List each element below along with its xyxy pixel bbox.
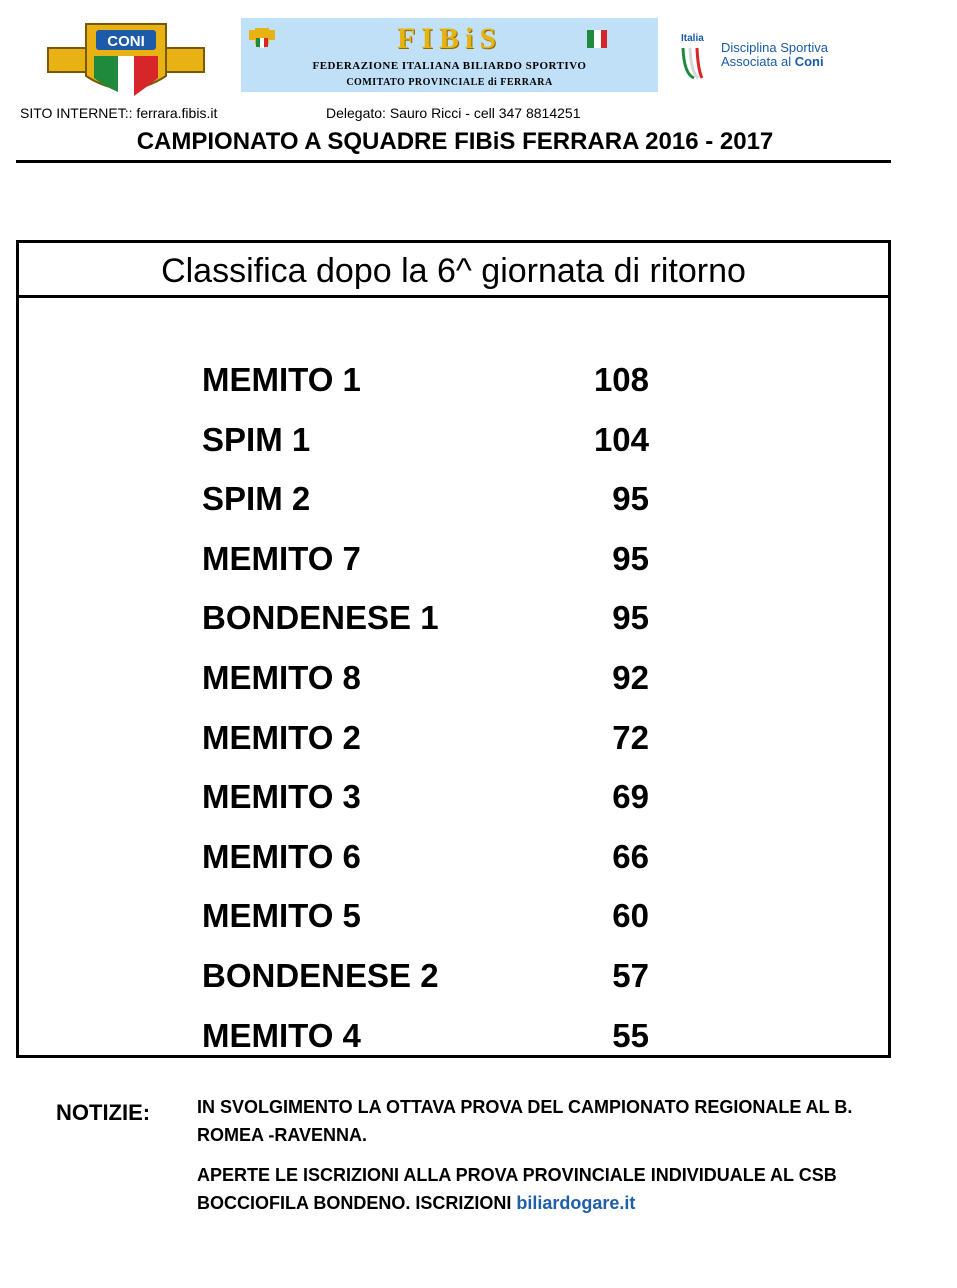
team-points: 57 bbox=[612, 957, 649, 994]
coni-line1: Disciplina Sportiva bbox=[721, 40, 828, 55]
standings-row bbox=[19, 358, 888, 402]
team-points: 60 bbox=[612, 897, 649, 934]
standings-row bbox=[19, 1014, 888, 1058]
team-points: 108 bbox=[593, 361, 649, 398]
biliardogare-link[interactable]: biliardogare.it bbox=[516, 1193, 636, 1213]
standings-table bbox=[16, 240, 891, 1058]
team-name: MEMITO 4 bbox=[202, 1017, 361, 1054]
team-name: SPIM 1 bbox=[202, 421, 311, 458]
federation-name: FEDERAZIONE ITALIANA BILIARDO SPORTIVO bbox=[312, 60, 587, 72]
fibis-federation-banner bbox=[241, 18, 658, 92]
team-name: MEMITO 3 bbox=[202, 778, 361, 815]
italia-label: Italia bbox=[681, 33, 704, 44]
team-name: MEMITO 1 bbox=[202, 361, 361, 398]
team-points: 69 bbox=[612, 778, 649, 815]
team-name: MEMITO 8 bbox=[202, 659, 361, 696]
news-item: APERTE LE ISCRIZIONI ALLA PROVA PROVINCIALE INDIVIDUALE AL CSB BOCCIOFILA BONDENO. ISCRIZIONI biliardogare.it bbox=[197, 1165, 837, 1213]
team-points: 95 bbox=[612, 540, 649, 577]
team-points: 95 bbox=[612, 599, 649, 636]
team-points: 72 bbox=[612, 719, 649, 756]
team-points: 104 bbox=[593, 421, 649, 458]
committee-name: COMITATO PROVINCIALE di FERRARA bbox=[346, 77, 553, 88]
team-name: MEMITO 5 bbox=[202, 897, 361, 934]
team-points: 92 bbox=[612, 659, 649, 696]
standings-row bbox=[19, 716, 888, 760]
team-points: 95 bbox=[612, 480, 649, 517]
team-points: 66 bbox=[612, 838, 649, 875]
svg-text:CONI: CONI bbox=[107, 33, 145, 50]
standings-row bbox=[19, 477, 888, 521]
coni-fibis-logo bbox=[46, 20, 206, 102]
news-label: NOTIZIE: bbox=[56, 1100, 151, 1125]
standings-row bbox=[19, 894, 888, 938]
team-name: MEMITO 6 bbox=[202, 838, 361, 875]
site-url[interactable]: SITO INTERNET:: ferrara.fibis.it bbox=[20, 105, 218, 121]
page-title: CAMPIONATO A SQUADRE FIBiS FERRARA 2016 - 2017 bbox=[136, 128, 774, 155]
standings-row bbox=[19, 418, 888, 462]
standings-row bbox=[19, 596, 888, 640]
standings-row bbox=[19, 537, 888, 581]
news-item: IN SVOLGIMENTO LA OTTAVA PROVA DEL CAMPIONATO REGIONALE AL B. ROMEA -RAVENNA. bbox=[197, 1097, 853, 1145]
banner-wordmark: FIBiS bbox=[396, 22, 503, 55]
standings-row bbox=[19, 775, 888, 819]
standings-row bbox=[19, 835, 888, 879]
title-divider bbox=[16, 160, 891, 163]
standings-row bbox=[19, 656, 888, 700]
italy-flag-shield-icon bbox=[586, 28, 608, 52]
team-name: MEMITO 2 bbox=[202, 719, 361, 756]
team-name: MEMITO 7 bbox=[202, 540, 361, 577]
team-name: SPIM 2 bbox=[202, 480, 311, 517]
team-name: BONDENESE 2 bbox=[202, 957, 439, 994]
italia-tricolor-icon bbox=[678, 40, 718, 90]
coni-line2: Associata al Coni bbox=[721, 54, 824, 69]
standings-row bbox=[19, 954, 888, 998]
delegate-contact: Delegato: Sauro Ricci - cell 347 8814251 bbox=[326, 105, 581, 121]
team-points: 55 bbox=[612, 1017, 649, 1054]
coni-association-badge bbox=[678, 30, 838, 80]
standings-heading: Classifica dopo la 6^ giornata di ritorno bbox=[19, 243, 888, 298]
team-name: BONDENESE 1 bbox=[202, 599, 439, 636]
